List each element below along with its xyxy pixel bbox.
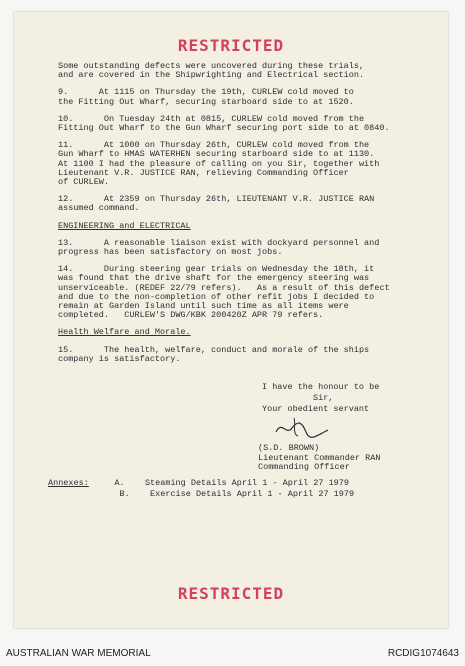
- paragraph-9: 9. At 1115 on Thursday the 19th, CURLEW cold moved to the Fitting Out Wharf, securing starboard side to at 1520.: [58, 87, 354, 107]
- annex-row: [48, 489, 354, 500]
- annexes-list: [48, 478, 354, 500]
- annex-letter: A.: [114, 478, 125, 488]
- signer-name: (S.D. BROWN): [258, 443, 320, 453]
- signer-rank: Lieutenant Commander RAN: [258, 452, 381, 463]
- signer-role: Commanding Officer: [258, 462, 350, 472]
- handwritten-signature: [272, 414, 332, 440]
- closing-block: [262, 382, 379, 415]
- document-page: [14, 12, 448, 628]
- paragraph-15: 15. The health, welfare, conduct and morale of the ships company is satisfactory.: [58, 344, 370, 364]
- annex-row: [48, 478, 354, 489]
- paragraph-12: 12. At 2359 on Thursday 26th, LIEUTENANT V.R. JUSTICE RAN assumed command.: [58, 194, 375, 214]
- engineering-heading: ENGINEERING and ELECTRICAL: [58, 220, 191, 231]
- annex-letter: B.: [119, 489, 130, 499]
- paragraph-11: 11. At 1000 on Thursday 26th, CURLEW cold moved from the Gun Wharf to HMAS WATERHEN securing starboard side to at 1130. At 1100 I had the pleasure of calling on you Sir, together with Lieutenant V.R. JUSTICE RAN, relieving Commanding Officer of CURLEW.: [58, 140, 380, 188]
- footer-record-id: RCDIG1074643: [387, 648, 459, 659]
- closing-line: Sir,: [262, 393, 334, 403]
- paragraph-intro: Some outstanding defects were uncovered during these trials, and are covered in the Shipwrighting and Electrical section.: [58, 61, 365, 81]
- paragraph-14: 14. During steering gear trials on Wednesday the 18th, it was found that the drive shaft for the emergency steering was unserviceable. (REDEF 22/79 refers). As a result of this defect and due to the non-completion of other refit jobs I decided to remain at Garden Island until such time as all items were completed. CURLEW'S DWG/KBK 200420Z APR 79 refers.: [58, 264, 390, 321]
- annexes-title: Annexes:: [48, 478, 89, 488]
- footer-institution: AUSTRALIAN WAR MEMORIAL: [6, 648, 151, 659]
- paragraph-13: 13. A reasonable liaison exist with dockyard personnel and progress has been satisfactory on most jobs.: [58, 237, 380, 258]
- restricted-stamp-top: RESTRICTED: [177, 36, 285, 55]
- restricted-stamp-bottom: RESTRICTED: [177, 584, 285, 603]
- health-heading: Health Welfare and Morale.: [58, 327, 191, 338]
- archive-footer: [0, 642, 465, 666]
- signer-block: [258, 444, 380, 473]
- paragraph-10: 10. On Tuesday 24th at 0815, CURLEW cold moved from the Fitting Out Wharf to the Gun Wharf securing port side to at 0840.: [58, 113, 390, 134]
- closing-line: Your obedient servant: [262, 404, 370, 414]
- annex-text: Exercise Details April 1 - April 27 1979: [150, 489, 355, 499]
- letter-body: [58, 62, 418, 372]
- closing-line: I have the honour to be: [262, 382, 380, 392]
- annex-text: Steaming Details April 1 - April 27 1979: [144, 478, 349, 488]
